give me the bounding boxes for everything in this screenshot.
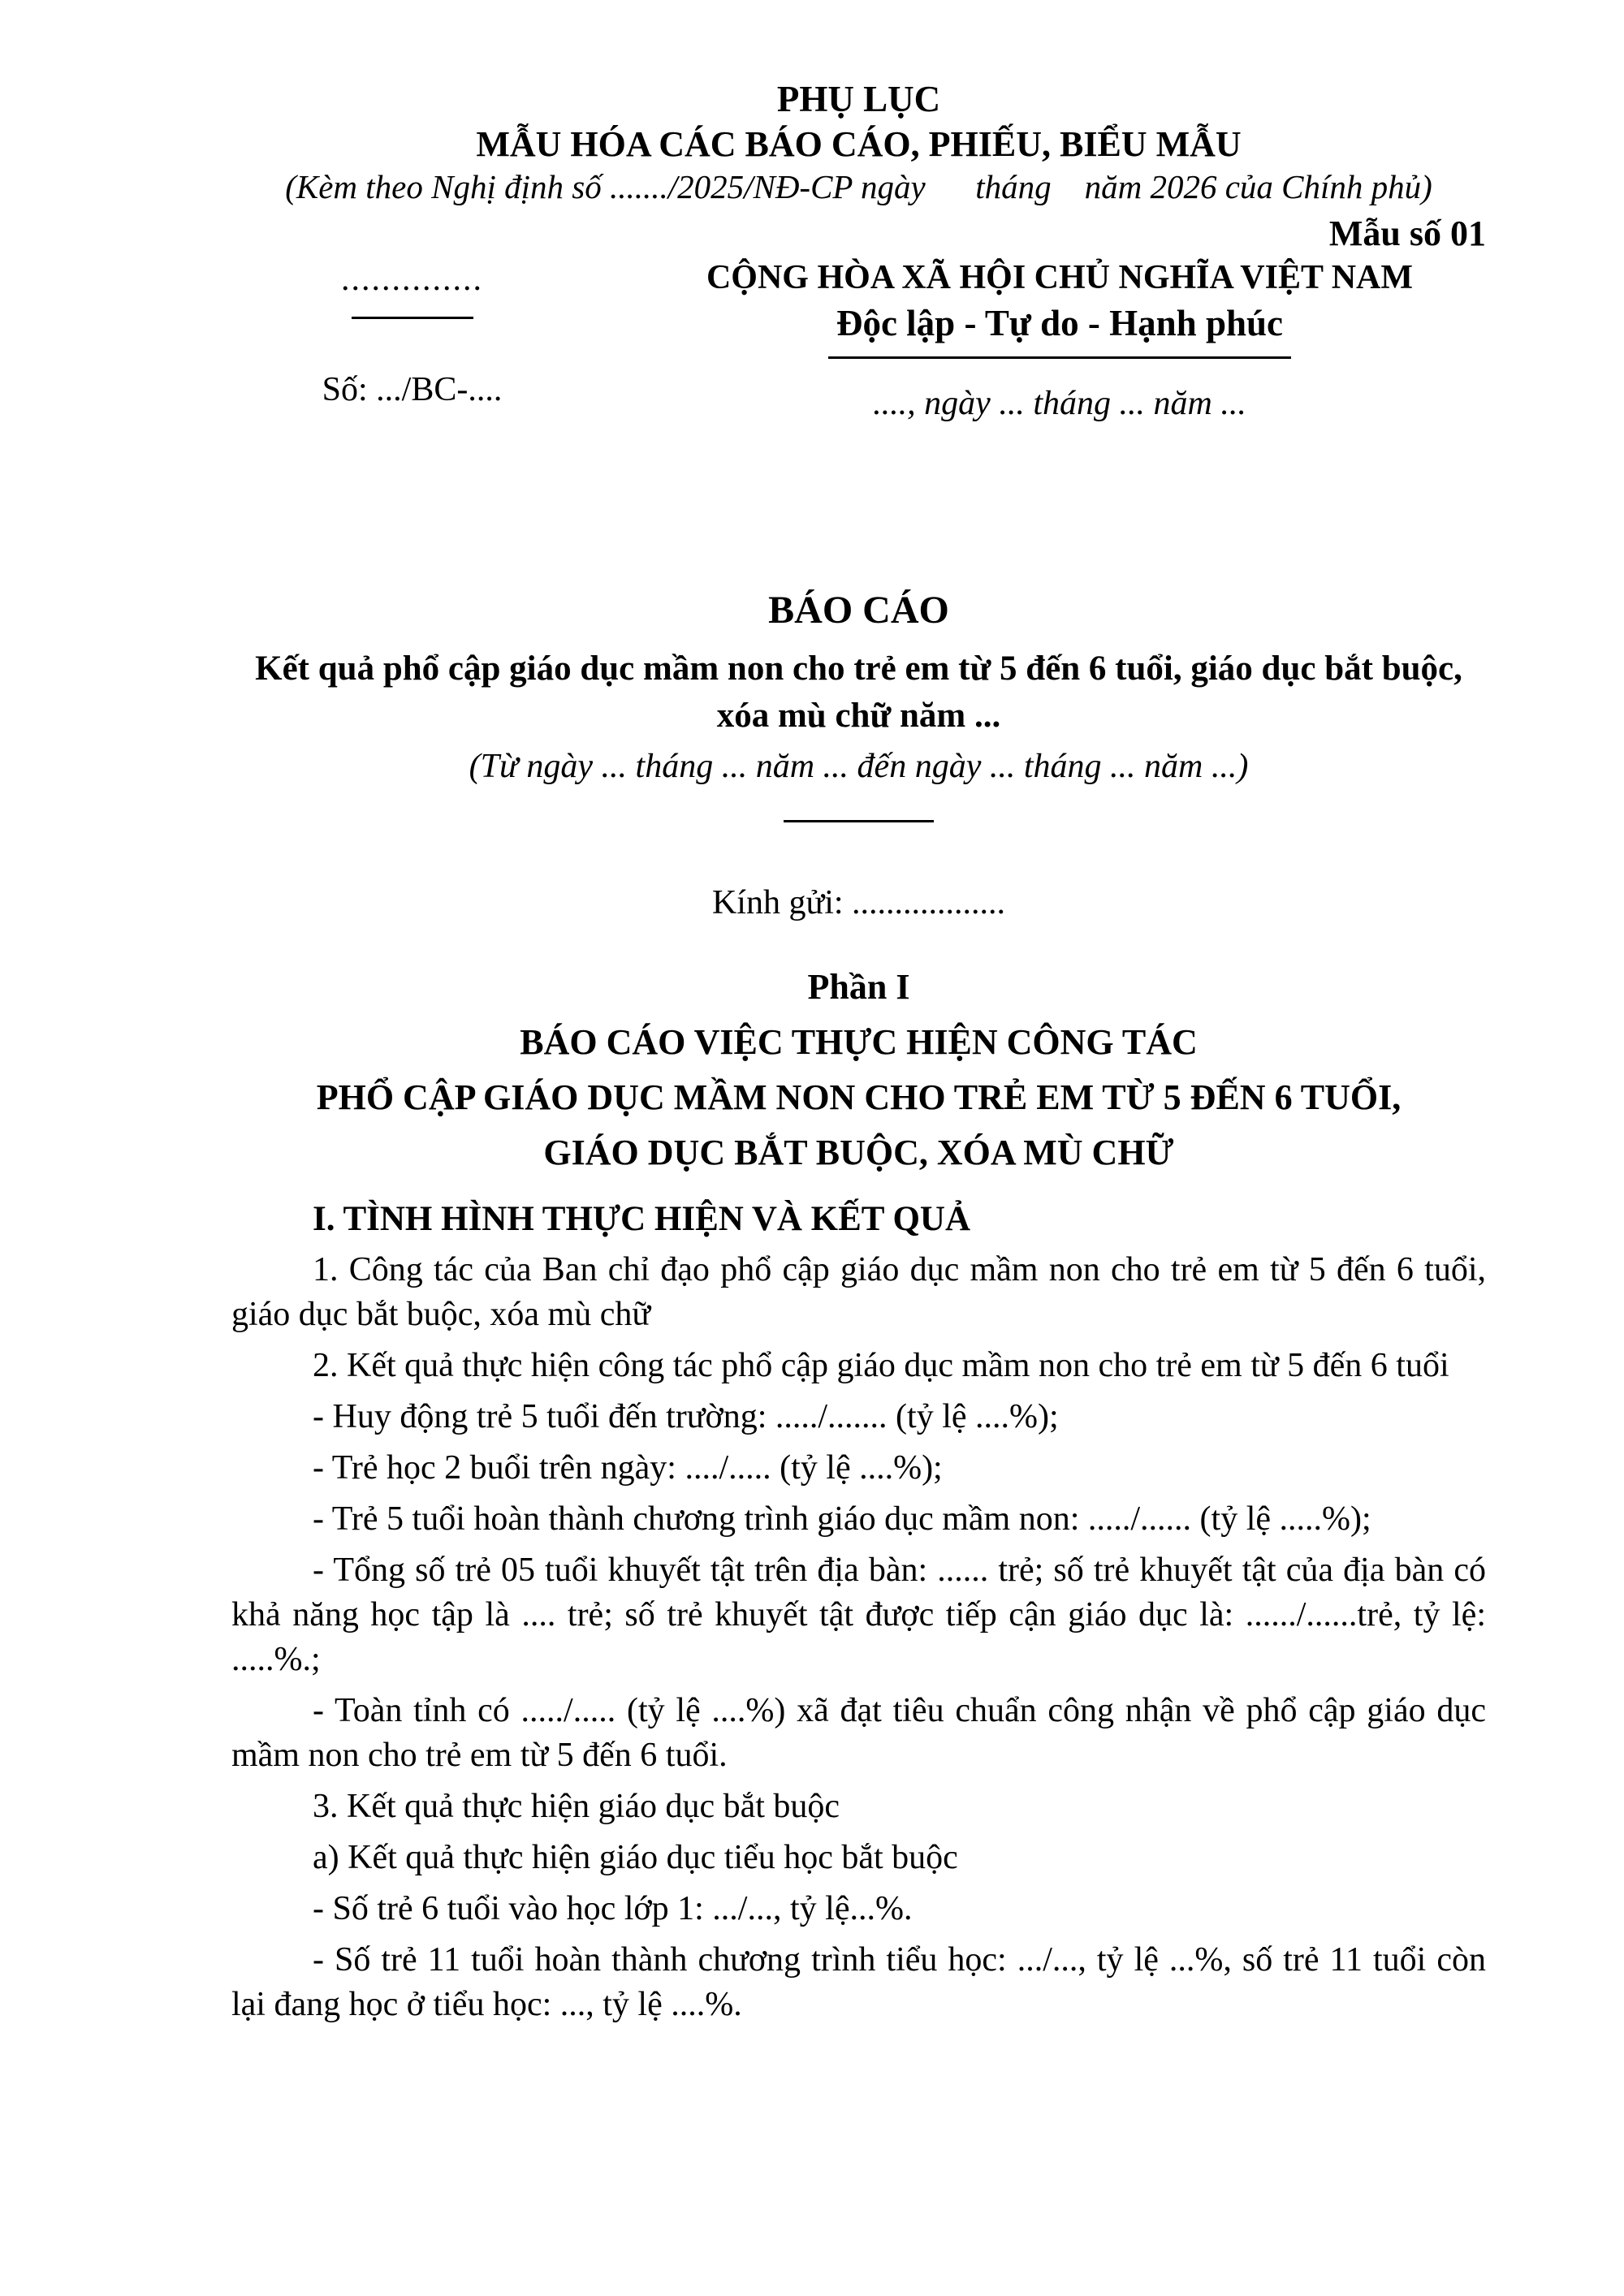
appendix-subtitle: MẪU HÓA CÁC BÁO CÁO, PHIẾU, BIỂU MẪU xyxy=(476,124,1242,164)
report-period: (Từ ngày ... tháng ... năm ... đến ngày ... tháng ... năm ...) xyxy=(469,748,1249,785)
paragraph: 1. Công tác của Ban chỉ đạo phổ cập giáo dục mầm non cho trẻ em từ 5 đến 6 tuổi, giáo dục bắt buộc, xóa mù chữ xyxy=(231,1251,1486,1333)
issuing-agency-block xyxy=(231,256,593,426)
appendix-header xyxy=(231,77,1486,256)
paragraph: - Trẻ học 2 buổi trên ngày: ..../..... (tỷ lệ ....%); xyxy=(313,1449,943,1487)
part1-heading-line3: GIÁO DỤC BẮT BUỘC, XÓA MÙ CHỮ xyxy=(543,1133,1174,1172)
republic-name: CỘNG HÒA XÃ HỘI CHỦ NGHĨA VIỆT NAM xyxy=(706,259,1414,296)
republic-motto: Độc lập - Tự do - Hạnh phúc xyxy=(836,303,1284,343)
form-number: Mẫu số 01 xyxy=(1328,214,1486,253)
report-body xyxy=(231,1197,1486,2027)
report-subtitle: Kết quả phổ cập giáo dục mầm non cho trẻ em từ 5 đến 6 tuổi, giáo dục bắt buộc, xóa mù chữ năm ... xyxy=(255,650,1462,735)
motto-divider-line xyxy=(828,356,1291,359)
recipient-line: Kính gửi: .................. xyxy=(711,884,1006,921)
document-number-line: Số: .../BC-.... xyxy=(322,371,503,408)
place-date-line: ...., ngày ... tháng ... năm ... xyxy=(873,385,1246,422)
republic-block xyxy=(633,256,1486,426)
part1-heading-line1: BÁO CÁO VIỆC THỰC HIỆN CÔNG TÁC xyxy=(520,1022,1198,1062)
national-header xyxy=(231,256,1486,426)
paragraph: 2. Kết quả thực hiện công tác phổ cập giáo dục mầm non cho trẻ em từ 5 đến 6 tuổi xyxy=(313,1347,1449,1384)
paragraph: 3. Kết quả thực hiện giáo dục bắt buộc xyxy=(313,1788,840,1825)
paragraph: - Số trẻ 6 tuổi vào học lớp 1: .../..., tỷ lệ...%. xyxy=(313,1890,913,1927)
decree-note: (Kèm theo Nghị định số ......./2025/NĐ-CP ngày tháng năm 2026 của Chính phủ) xyxy=(285,168,1432,205)
part1-heading-line2: PHỔ CẬP GIÁO DỤC MẦM NON CHO TRẺ EM TỪ 5 ĐẾN 6 TUỔI, xyxy=(316,1077,1402,1117)
paragraph: - Trẻ 5 tuổi hoàn thành chương trình giáo dục mầm non: ...../...... (tỷ lệ .....%); xyxy=(313,1500,1371,1538)
paragraph: - Huy động trẻ 5 tuổi đến trường: ...../....... (tỷ lệ ....%); xyxy=(313,1398,1059,1435)
paragraph: a) Kết quả thực hiện giáo dục tiểu học bắt buộc xyxy=(313,1839,958,1876)
report-title-block xyxy=(231,587,1486,926)
part1-label: Phần I xyxy=(807,967,910,1007)
paragraph: - Số trẻ 11 tuổi hoàn thành chương trình tiểu học: .../..., tỷ lệ ...%, số trẻ 11 tuổi còn lại đang học ở tiểu học: ..., tỷ lệ ....%. xyxy=(231,1941,1486,2023)
report-title: BÁO CÁO xyxy=(768,589,949,632)
section1-heading: I. TÌNH HÌNH THỰC HIỆN VÀ KẾT QUẢ xyxy=(313,1200,971,1238)
issuing-agency-placeholder: .............. xyxy=(341,261,483,298)
part1-heading-block xyxy=(231,962,1486,1178)
issuer-divider-line xyxy=(352,317,473,319)
title-divider-line xyxy=(784,820,934,822)
appendix-title: PHỤ LỤC xyxy=(776,79,941,119)
paragraph: - Toàn tỉnh có ...../..... (tỷ lệ ....%) xã đạt tiêu chuẩn công nhận về phổ cập giáo dục mầm non cho trẻ em từ 5 đến 6 tuổi. xyxy=(231,1692,1486,1774)
paragraph: - Tổng số trẻ 05 tuổi khuyết tật trên địa bàn: ...... trẻ; số trẻ khuyết tật của địa bàn có khả năng học tập là .... trẻ; số trẻ khuyết tật được tiếp cận giáo dục là: ....../......trẻ, tỷ lệ: .....%.; xyxy=(231,1552,1486,1678)
